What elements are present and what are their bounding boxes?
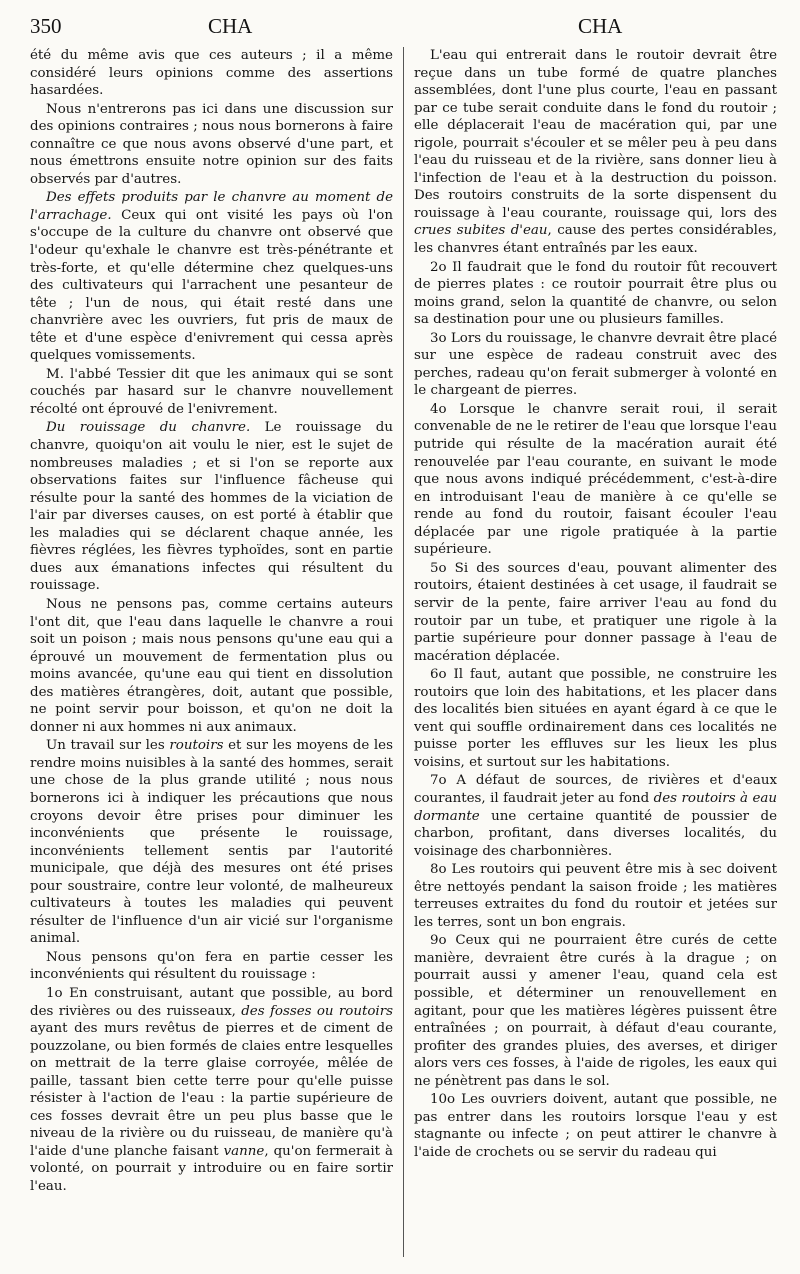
text-run: 4o Lorsque le chanvre serait roui, il serait convenable de ne le retirer de l'eau que lorsque l'eau putride qui résulte de la macération aurait été renouvelée par l'eau courante, en suivant le mode que nous avons indiqué précédemment, c'est-à-dire en introduisant l'eau de manière à ce qu'elle se rende au fond du routoir, faisant écouler l'eau déplacée par une rigole pratiquée à la partie supérieure. xyxy=(414,401,777,558)
italic-text: des routoirs à eau dormante xyxy=(414,790,777,824)
italic-text: routoirs xyxy=(169,738,224,754)
text-run: , qu'on fermerait à volonté, on pourrait y introduire ou en faire sortir l'eau. xyxy=(30,1143,393,1194)
text-run: Le rouissage du chanvre, quoiqu'on ait voulu le nier, est le sujet de nombreuses maladies ; et si l'on se reporte aux observations faites sur l'influence fâcheuse qui résulte pour la santé des hommes de la viciation de l'air par diverses causes, on est porté à établir que les maladies qui se déclarent chaque année, les fièvres réglées, les fièvres typhoïdes, sont en partie dues aux émanations infectes qui résultent du rouissage. xyxy=(30,420,393,594)
paragraph xyxy=(414,1091,777,1161)
paragraph xyxy=(414,666,777,771)
paragraph xyxy=(414,259,777,329)
paragraph xyxy=(30,419,393,594)
paragraph xyxy=(414,772,777,860)
column-divider xyxy=(403,47,404,1257)
italic-text: Du rouissage du chanvre. xyxy=(46,420,251,436)
paragraph xyxy=(30,366,393,419)
running-header xyxy=(0,14,800,38)
text-run: 6o Il faut, autant que possible, ne construire les routoirs que loin des habitations, et les placer dans des localités bien situées en ayant égard à ce que le vent qui souffle ordinairement dans ces localités ne puisse porter les effluves sur les lieux les plus voisins, et surtout sur les habitations. xyxy=(414,667,777,770)
text-run: 1o En construisant, autant que possible, au bord des rivières ou des ruisseaux, xyxy=(30,985,393,1019)
paragraph xyxy=(414,932,777,1090)
text-run: ayant des murs revêtus de pierres et de ciment de pouzzolane, ou bien formés de claies entre lesquelles on mettrait de la terre glaise corroyée, mêlée de paille, tassant bien cette terre pour qu'elle puisse résister à l'action de l'eau : la partie supérieure de ces fosses devrait être un peu plus basse que le niveau de la rivière ou du ruisseau, de manière qu'à l'aide d'une planche faisant xyxy=(30,1021,393,1159)
text-run: Nous pensons qu'on fera en partie cesser les inconvénients qui résultent du rouissage : xyxy=(30,949,393,983)
text-run: M. l'abbé Tessier dit que les animaux qui se sont couchés par hasard sur le chanvre nouvellement récolté ont éprouvé de l'enivrement. xyxy=(30,366,393,417)
text-run: 3o Lors du rouissage, le chanvre devrait être placé sur une espèce de radeau construit avec des perches, radeau qu'on ferait submerger à volonté en le chargeant de pierres. xyxy=(414,330,777,399)
text-run: 5o Si des sources d'eau, pouvant alimenter des routoirs, étaient destinées à cet usage, il faudrait se servir de la pente, faire arriver l'eau au fond du routoir par un tube, et pratiquer une rigole à la partie supérieure pour donner passage à l'eau de macération déplacée. xyxy=(414,560,777,664)
paragraph xyxy=(414,401,777,559)
running-head-left: CHA xyxy=(208,14,253,38)
paragraph xyxy=(30,985,393,1196)
text-run: été du même avis que ces auteurs ; il a même considéré leurs opinions comme des assertions hasardées. xyxy=(30,48,393,99)
text-run: une certaine quantité de poussier de charbon, profitant, dans diverses localités, du voisinage des charbonnières. xyxy=(414,808,777,859)
paragraph xyxy=(30,596,393,736)
text-run: 2o Il faudrait que le fond du routoir fût recouvert de pierres plates : ce routoir pourrait être plus ou moins grand, selon la quantité de chanvre, ou selon sa destination pour une ou plusieurs familles. xyxy=(414,259,777,328)
text-run: 8o Les routoirs qui peuvent être mis à sec doivent être nettoyés pendant la saison froide ; les matières terreuses extraites du fond du routoir et jetées sur les terres, sont un bon engrais. xyxy=(414,862,777,930)
left-column xyxy=(30,47,393,1262)
paragraph xyxy=(30,189,393,364)
italic-text: des fosses ou routoirs xyxy=(241,1003,393,1019)
text-run: , cause des pertes considérables, les chanvres étant entraînés par les eaux. xyxy=(414,223,777,257)
text-run: 10o Les ouvriers doivent, autant que possible, ne pas entrer dans les routoirs lorsque l'eau y est stagnante ou infecte ; on peut attirer le chanvre à l'aide de crochets ou se servir du radeau qui xyxy=(414,1092,777,1160)
text-run: 7o A défaut de sources, de rivières et d'eaux courantes, il faudrait jeter au fond xyxy=(414,773,777,806)
text-run: Un travail sur les xyxy=(46,738,170,754)
text-run: Nous ne pensons pas, comme certains auteurs l'ont dit, que l'eau dans laquelle le chanvre a roui soit un poison ; mais nous pensons qu'une eau qui a éprouvé un mouvement de fermentation plus ou moins avancée, qu'une eau qui tient en dissolution des matières étrangères, doit, autant que possible, ne point servir pour boisson, et qu'on ne doit la donner ni aux hommes ni aux animaux. xyxy=(30,596,393,735)
paragraph xyxy=(30,47,393,100)
text-run: Ceux qui ont visité les pays où l'on s'occupe de la culture du chanvre ont observé que l'odeur qu'exhale le chanvre est très-pénétrante et très-forte, et qu'elle détermine chez quelques-uns des cultivateurs qui l'arrachent une pesanteur de tête ; l'un de nous, qui était resté dans une chanvrière avec les ouvriers, fut pris de maux de tête et d'une espèce d'enivrement qui cessa après quelques vomissements. xyxy=(30,207,393,364)
text-run: et sur les moyens de les rendre moins nuisibles à la santé des hommes, serait une chose de la plus grande utilité ; nous nous bornerons ici à indiquer les précautions que nous croyons devoir être prises pour diminuer les inconvénients que présente le rouissage, inconvénients tellement sentis par l'autorité municipale, que déjà des mesures ont été prises pour soustraire, contre leur volonté, de malheureux cultivateurs à toutes les maladies qui peuvent résulter de l'influence d'un air vicié sur l'organisme animal. xyxy=(30,738,393,947)
right-column xyxy=(414,47,777,1262)
italic-text: Des effets produits par le chanvre au moment de l'arrachage. xyxy=(30,190,393,223)
italic-text: vanne xyxy=(223,1143,265,1159)
text-run: L'eau qui entrerait dans le routoir devrait être reçue dans un tube formé de quatre planches assemblées, dont l'une plus courte, l'eau en passant par ce tube serait conduite dans le fond du routoir ; elle déplacerait l'eau de macération qui, par une rigole, pourrait s'écouler et se mêler peu à peu dans l'eau du ruisseau et de la rivière, sans donner lieu à l'infection de l'eau et à la destruction du poisson. Des routoirs construits de la sorte dispensent du rouissage à l'eau courante, rouissage qui, lors des xyxy=(414,48,777,221)
running-head-right: CHA xyxy=(578,14,623,38)
paragraph xyxy=(414,47,777,258)
text-run: Nous n'entrerons pas ici dans une discussion sur des opinions contraires ; nous nous bornerons à faire connaître ce que nous avons observé d'une part, et nous émettrons ensuite notre opinion sur des faits observés par d'autres. xyxy=(30,101,393,187)
text-run: 9o Ceux qui ne pourraient être curés de cette manière, devraient être curés à la drague ; on pourrait aussi y amener l'eau, quand cela est possible, et déterminer un renouvellement en agitant, pour que les matières légères puissent être entraînées ; on pourrait, à défaut d'eau courante, profiter des grandes pluies, des averses, et diriger alors vers ces fosses, à l'aide de rigoles, les eaux qui ne pénètrent pas dans le sol. xyxy=(414,933,777,1089)
paragraph xyxy=(30,101,393,189)
paragraph xyxy=(30,737,393,948)
paragraph xyxy=(414,330,777,400)
paragraph xyxy=(414,560,777,665)
paragraph xyxy=(414,861,777,931)
paragraph xyxy=(30,949,393,984)
italic-text: crues subites d'eau xyxy=(414,223,548,239)
page-number: 350 xyxy=(30,14,62,38)
